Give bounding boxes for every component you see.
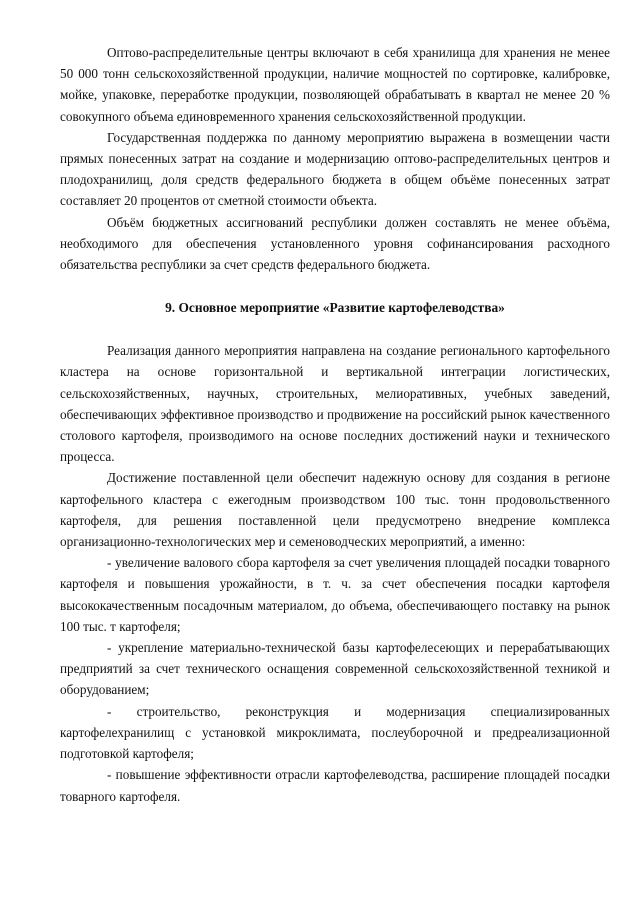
document-page [60,42,610,807]
paragraph-state-support: Государственная поддержка по данному мероприятию выражена в возмещении части прямых понесенных затрат на создание и модернизацию оптово-распределительных центров и плодохранилищ, доля средств федерального бюджета в общем объёме понесенных затрат составляет 20 процентов от сметной стоимости объекта. [60,129,610,209]
paragraph-wholesale-centers: Оптово-распределительные центры включают в себя хранилища для хранения не менее 50 000 тонн сельскохозяйственной продукции, наличие мощностей по сортировке, калибровке, мойке, упаковке, переработке продукции, позволяющей обрабатывать в квартал не менее 20 % совокупного объема единовременного хранения сельскохозяйственной продукции. [60,45,610,124]
list-item-efficiency: - повышение эффективности отрасли картофелеводства, расширение площадей посадки товарного картофеля. [60,767,610,804]
list-item-material-base: - укрепление материально-технической базы картофелесеющих и перерабатывающих предприятий за счет технического оснащения современной сельскохозяйственной техникой и оборудованием; [60,640,610,698]
section-heading: 9. Основное мероприятие «Развитие картофелеводства» [165,300,505,316]
list-item-gross-harvest: - увеличение валового сбора картофеля за счет увеличения площадей посадки товарного картофеля и повышения урожайности, в т. ч. за счет обеспечения посадки картофеля высококачественным посадочным материалом, до объема, обеспечивающего поставку на рынок 100 тыс. т картофеля; [60,555,610,634]
paragraph-cluster-goal: Реализация данного мероприятия направлена на создание регионального картофельного кластера на основе горизонтальной и вертикальной интеграции логистических, сельскохозяйственных, научных, строительных, мелиоративных, учебных заведений, обеспечивающих эффективное производство и продвижение на российский рынок качественного столового картофеля, производимого на основе последних достижений науки и технического процесса. [60,343,610,465]
paragraph-budget-allocations: Объём бюджетных ассигнований республики должен составлять не менее объёма, необходимого для обеспечения установленного уровня софинансирования расходного обязательства республики за счет средств федерального бюджета. [60,214,610,273]
list-item-storage-construction: - строительство, реконструкция и модернизация специализированных картофелехранилищ с установкой микроклимата, послеуборочной и предреализационной подготовкой картофеля; [60,703,610,762]
paragraph-cluster-measures: Достижение поставленной цели обеспечит надежную основу для создания в регионе картофельного кластера с ежегодным производством 100 тыс. тонн продовольственного картофеля, для решения поставленной цели предусмотрено внедрение комплекса организационно-технологических мер и семеноводческих мероприятий, а именно: [60,470,610,550]
